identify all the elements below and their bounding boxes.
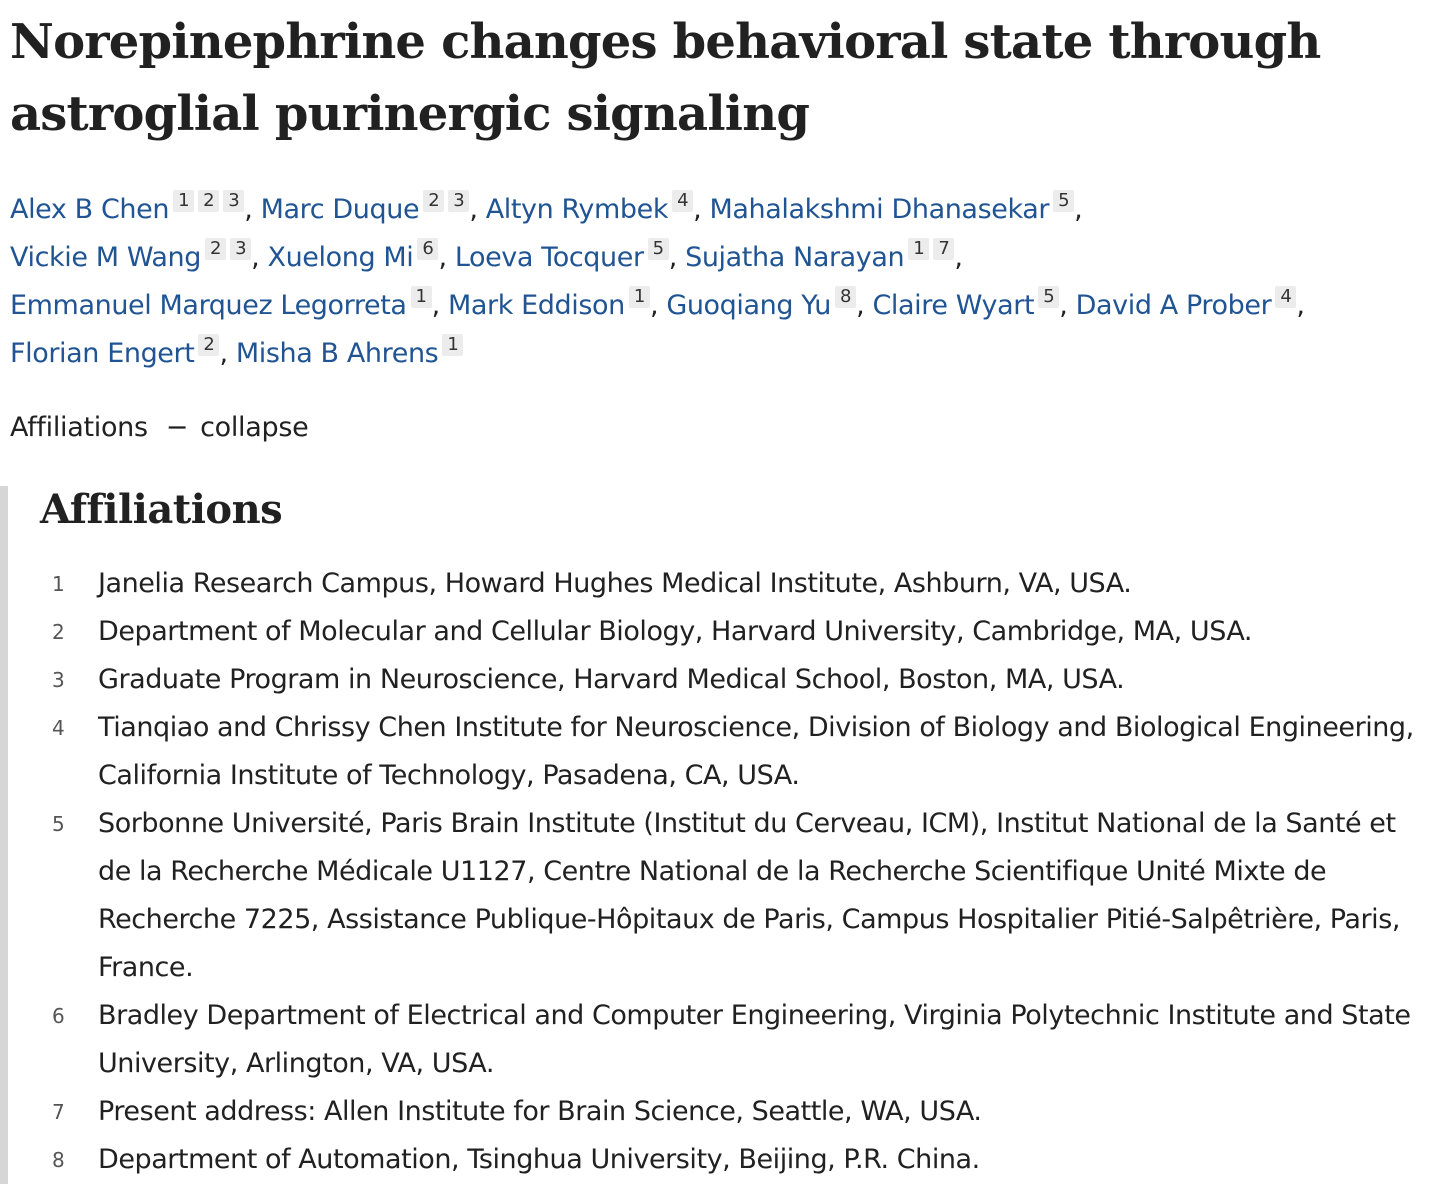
author-separator: , [438, 242, 455, 273]
author-separator: , [649, 290, 667, 321]
affiliation-ref-badge[interactable]: 3 [448, 190, 469, 212]
affiliation-ref-badge[interactable]: 4 [672, 190, 693, 212]
affiliation-number: 5 [52, 812, 65, 836]
author-link[interactable]: Altyn Rymbek [485, 194, 669, 225]
affiliation-ref-badge[interactable]: 8 [835, 286, 856, 308]
affiliation-item [40, 656, 1435, 704]
article-header [10, 0, 1445, 452]
affiliation-ref-badge[interactable]: 2 [205, 238, 226, 260]
author-separator: , [856, 290, 873, 321]
author-link[interactable]: Xuelong Mi [267, 242, 414, 273]
affiliation-item [40, 1136, 1435, 1184]
affiliation-text: Bradley Department of Electrical and Computer Engineering, Virginia Polytechnic Institute and State University, Arlington, VA, USA. [98, 1000, 1411, 1079]
affiliation-item [40, 800, 1435, 992]
affiliation-item [40, 1088, 1435, 1136]
collapse-dash-icon: − [165, 412, 189, 443]
affiliation-text: Present address: Allen Institute for Brain Science, Seattle, WA, USA. [98, 1096, 982, 1127]
affiliation-item [40, 608, 1435, 656]
affiliation-ref-badge[interactable]: 3 [223, 190, 244, 212]
author-link[interactable]: Mahalakshmi Dhanasekar [709, 194, 1050, 225]
affiliation-ref-badge[interactable]: 3 [230, 238, 251, 260]
affiliation-number: 4 [52, 716, 65, 740]
affiliation-number: 1 [52, 572, 65, 596]
author-link[interactable]: Vickie M Wang [10, 242, 201, 273]
affiliations-heading: Affiliations [40, 486, 283, 533]
author-separator: , [693, 194, 710, 225]
collapse-button[interactable]: collapse [200, 412, 309, 443]
affiliation-text: Department of Automation, Tsinghua University, Beijing, P.R. China. [98, 1144, 980, 1175]
affiliation-ref-badge[interactable]: 2 [423, 190, 444, 212]
affiliation-text: Janelia Research Campus, Howard Hughes Medical Institute, Ashburn, VA, USA. [98, 568, 1132, 599]
author-separator: , [251, 242, 268, 273]
affiliation-ref-badge[interactable]: 2 [198, 334, 219, 356]
affiliation-ref-badge[interactable]: 5 [648, 238, 669, 260]
affiliation-ref-badge[interactable]: 6 [417, 238, 438, 260]
affiliation-item [40, 992, 1435, 1088]
author-separator: , [1059, 290, 1076, 321]
author-separator: , [469, 194, 486, 225]
author-separator: , [431, 290, 448, 321]
affiliation-number: 8 [52, 1148, 65, 1172]
author-separator: , [668, 242, 686, 273]
author-separator: , [954, 242, 963, 273]
affiliations-toggle-label: Affiliations [10, 412, 148, 443]
affiliation-ref-badge[interactable]: 4 [1275, 286, 1296, 308]
affiliation-ref-badge[interactable]: 5 [1038, 286, 1059, 308]
affiliation-text: Tianqiao and Chrissy Chen Institute for Neuroscience, Division of Biology and Biological Engineering, California Institute of Technology, Pasadena, CA, USA. [98, 712, 1414, 791]
author-separator: , [1296, 290, 1305, 321]
affiliation-text: Graduate Program in Neuroscience, Harvard Medical School, Boston, MA, USA. [98, 664, 1125, 695]
author-link[interactable]: Marc Duque [260, 194, 420, 225]
author-separator: , [219, 338, 236, 369]
affiliation-text: Department of Molecular and Cellular Biology, Harvard University, Cambridge, MA, USA. [98, 616, 1253, 647]
author-link[interactable]: Alex B Chen [10, 194, 170, 225]
author-link[interactable]: Mark Eddison [447, 290, 625, 321]
affiliation-ref-badge[interactable]: 2 [198, 190, 219, 212]
author-separator: , [244, 194, 261, 225]
affiliation-number: 7 [52, 1100, 65, 1124]
affiliation-ref-badge[interactable]: 1 [629, 286, 650, 308]
author-link[interactable]: Claire Wyart [872, 290, 1035, 321]
author-link[interactable]: Florian Engert [10, 338, 195, 369]
affiliations-toggle [10, 404, 1445, 452]
author-link[interactable]: David A Prober [1075, 290, 1272, 321]
affiliation-number: 6 [52, 1004, 65, 1028]
affiliation-ref-badge[interactable]: 1 [173, 190, 194, 212]
author-link[interactable]: Sujatha Narayan [685, 242, 905, 273]
author-line [10, 186, 1445, 234]
affiliation-item [40, 704, 1435, 800]
affiliation-number: 2 [52, 620, 65, 644]
affiliation-ref-badge[interactable]: 1 [908, 238, 929, 260]
author-link[interactable]: Emmanuel Marquez Legorreta [10, 290, 407, 321]
author-line [10, 234, 1445, 282]
affiliation-ref-badge[interactable]: 7 [933, 238, 954, 260]
affiliation-ref-badge[interactable]: 1 [411, 286, 432, 308]
author-link[interactable]: Guoqiang Yu [666, 290, 831, 321]
affiliation-item [40, 560, 1435, 608]
affiliation-ref-badge[interactable]: 5 [1053, 190, 1074, 212]
author-link[interactable]: Loeva Tocquer [454, 242, 644, 273]
affiliations-panel [0, 486, 1435, 1184]
author-line [10, 330, 1445, 378]
affiliation-text: Sorbonne Université, Paris Brain Institute (Institut du Cerveau, ICM), Institut National de la Santé et de la Recherche Médicale U1127, Centre National de la Recherche Scientifique Unité Mixte de Recherche 7225, Assistance Publique-Hôpitaux de Paris, Campus Hospitalier Pitié-Salpêtrière, Paris, France. [98, 808, 1400, 983]
author-list [10, 186, 1445, 378]
author-separator: , [1074, 194, 1083, 225]
affiliation-number: 3 [52, 668, 65, 692]
affiliation-ref-badge[interactable]: 1 [442, 334, 463, 356]
author-line [10, 282, 1445, 330]
article-title: Norepinephrine changes behavioral state through astroglial purinergic signaling [10, 14, 1321, 142]
author-link[interactable]: Misha B Ahrens [235, 338, 439, 369]
affiliations-list [40, 560, 1435, 1184]
